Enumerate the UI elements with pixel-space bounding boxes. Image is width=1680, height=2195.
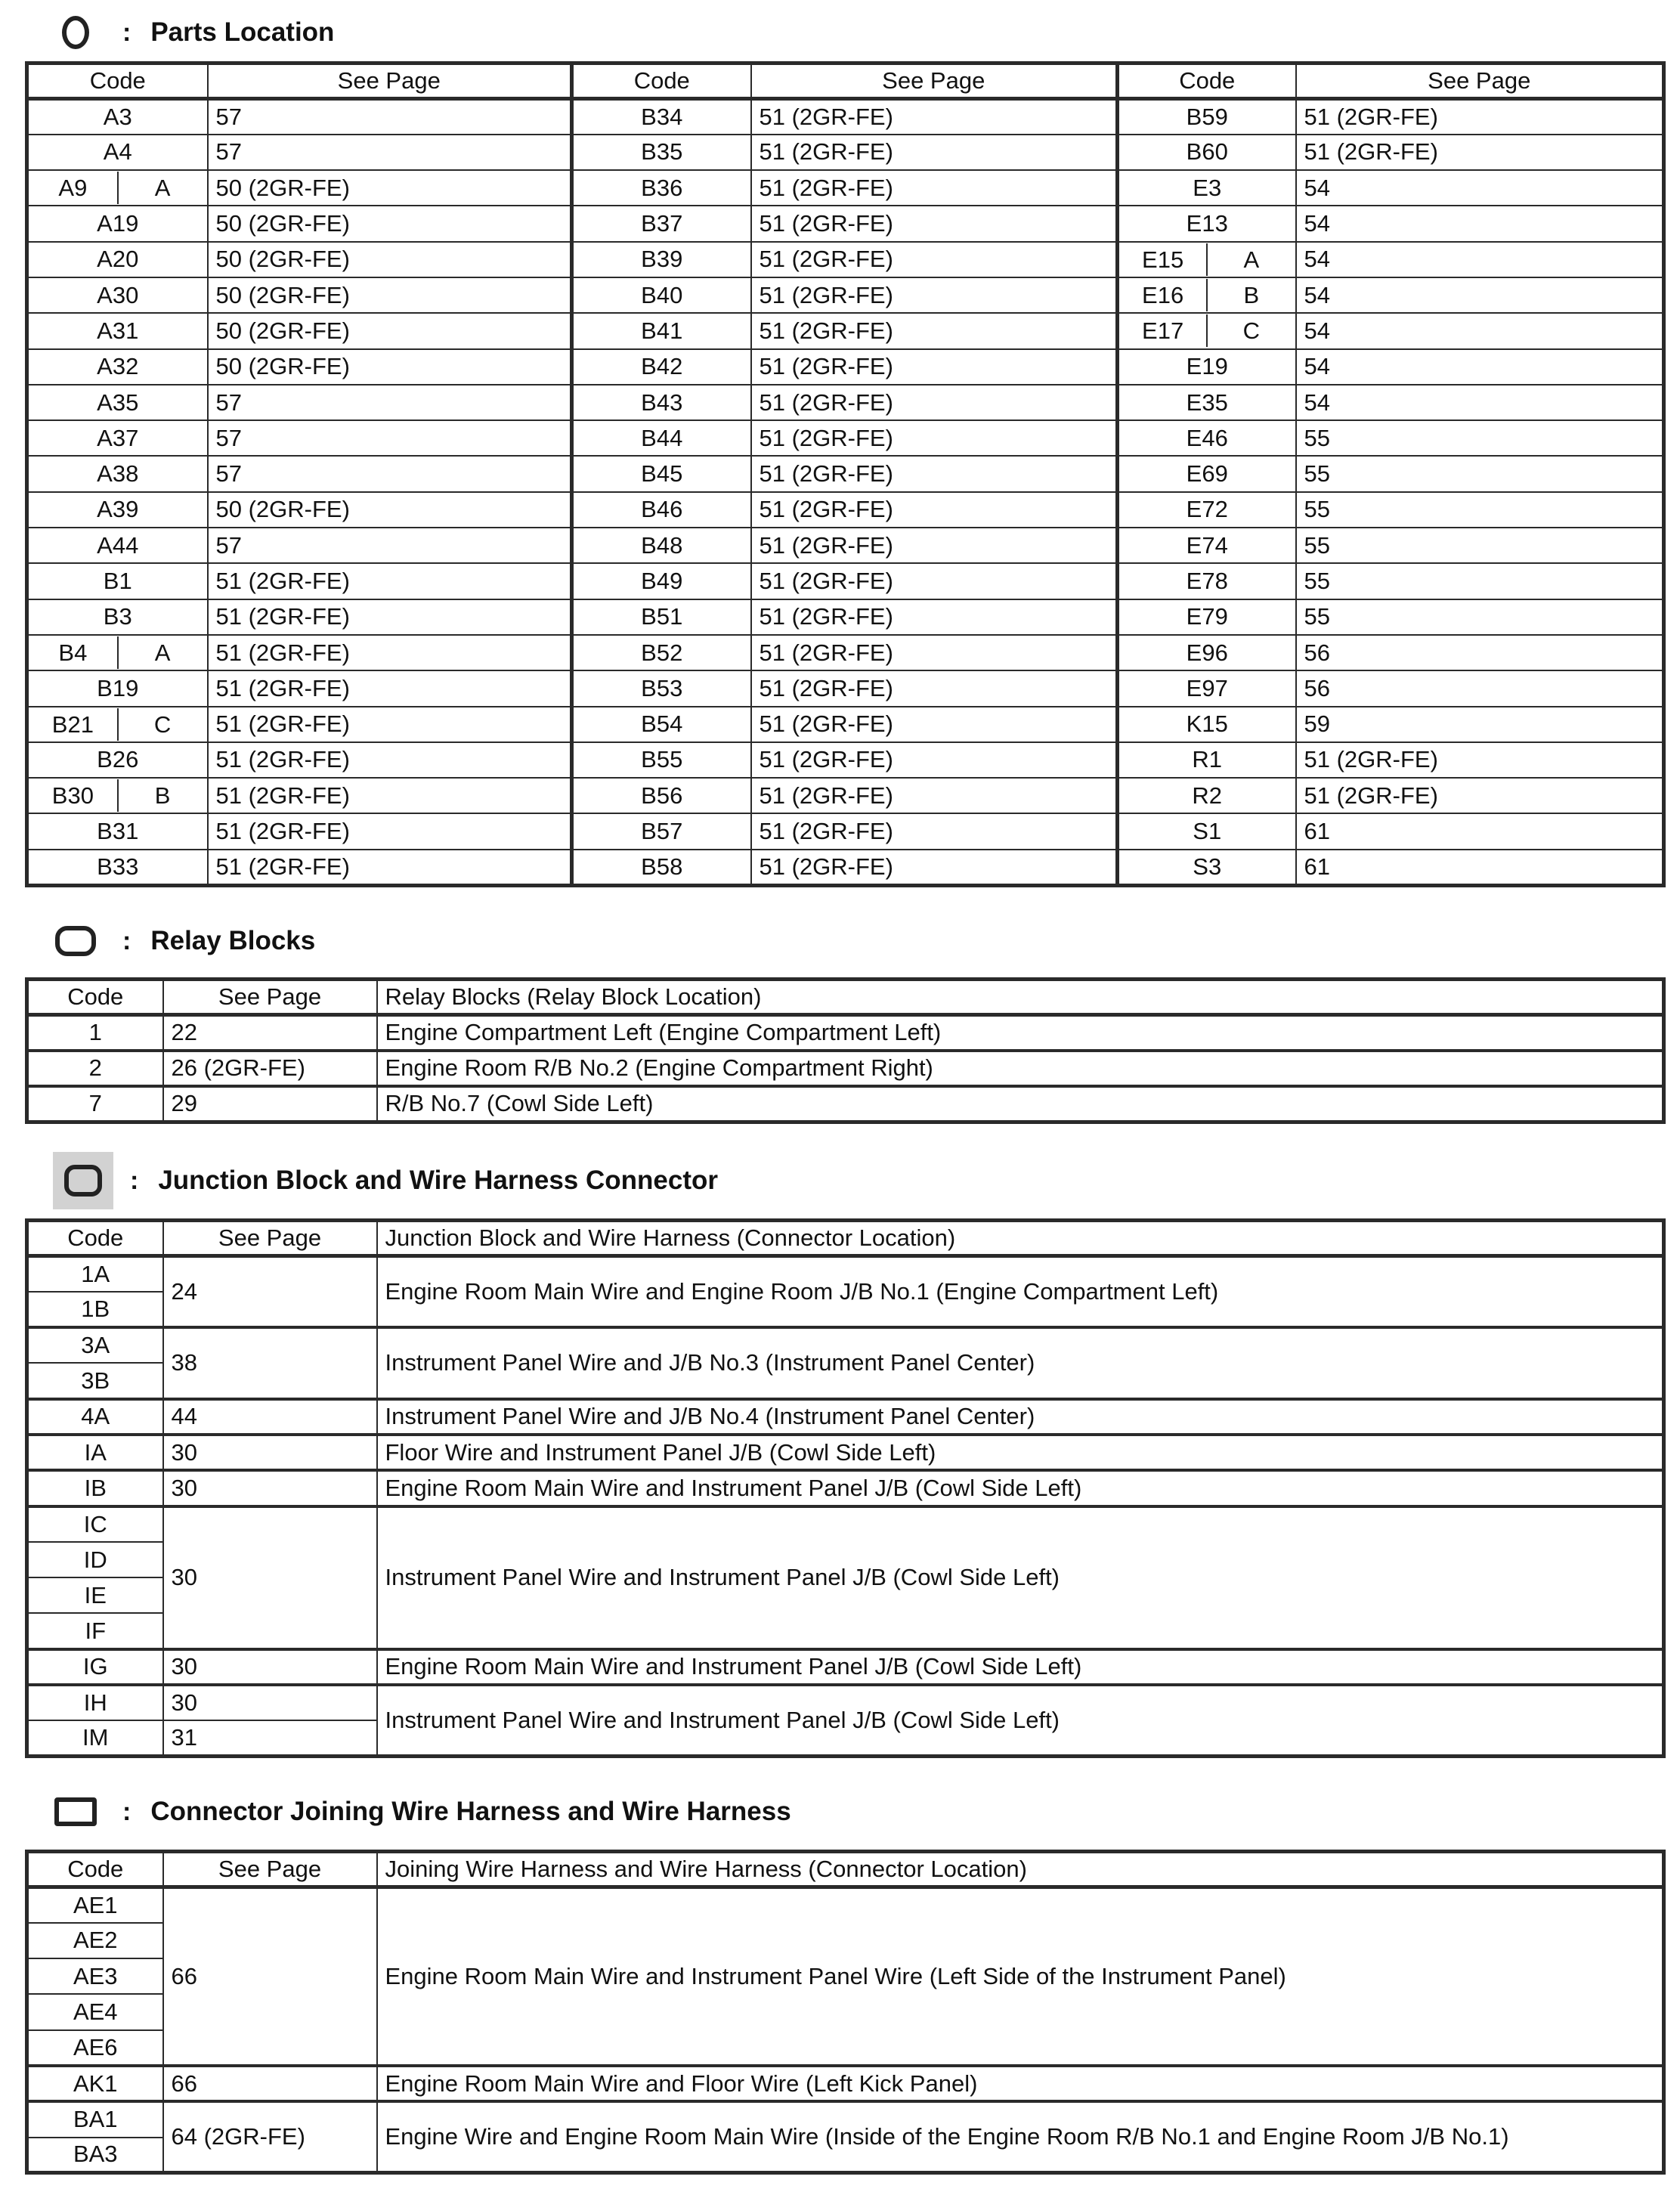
see-page-cell: 51 (2GR-FE)	[208, 778, 572, 813]
see-page-cell: 54	[1296, 349, 1664, 385]
code-cell	[27, 635, 208, 670]
see-page-cell: 51 (2GR-FE)	[208, 670, 572, 706]
table-row	[27, 170, 1664, 206]
code-cell: K15	[1118, 707, 1296, 742]
section-heading: Connector Joining Wire Harness and Wire Harness	[150, 1797, 791, 1826]
code-cell: AE2	[27, 1923, 163, 1958]
table-row	[27, 2101, 1664, 2137]
code-cell: A32	[27, 349, 208, 385]
table-row	[27, 242, 1664, 277]
see-page-cell: 55	[1296, 492, 1664, 528]
table-row	[27, 313, 1664, 348]
table-row	[27, 1051, 1664, 1086]
code-cell: B42	[572, 349, 751, 385]
header-code: Code	[27, 980, 163, 1015]
table-row	[27, 563, 1664, 599]
code-cell: BA1	[27, 2101, 163, 2137]
code-value: B21	[29, 708, 119, 741]
table-row	[27, 456, 1664, 491]
table-row	[27, 528, 1664, 563]
see-page-cell: 50 (2GR-FE)	[208, 492, 572, 528]
header-description: Relay Blocks (Relay Block Location)	[377, 980, 1664, 1015]
see-page-cell: 55	[1296, 420, 1664, 456]
code-cell: A44	[27, 528, 208, 563]
code-cell: 1B	[27, 1292, 163, 1327]
code-cell: BA3	[27, 2138, 163, 2173]
section-heading: Relay Blocks	[150, 926, 316, 955]
code-value: E15	[1119, 243, 1208, 276]
code-cell	[1118, 242, 1296, 277]
see-page-cell: 51 (2GR-FE)	[751, 742, 1118, 778]
code-cell: B1	[27, 563, 208, 599]
see-page-cell: 50 (2GR-FE)	[208, 349, 572, 385]
code-value: E16	[1119, 279, 1208, 311]
see-page-cell: 51 (2GR-FE)	[208, 563, 572, 599]
code-cell: 2	[27, 1051, 163, 1086]
code-cell: A31	[27, 313, 208, 348]
see-page-cell: 66	[163, 2066, 377, 2101]
code-cell: B40	[572, 277, 751, 313]
code-cell: E19	[1118, 349, 1296, 385]
code-cell: R2	[1118, 778, 1296, 813]
see-page-cell: 51 (2GR-FE)	[751, 456, 1118, 491]
see-page-cell: 24	[163, 1256, 377, 1328]
table-row	[27, 670, 1664, 706]
see-page-cell: 51 (2GR-FE)	[751, 135, 1118, 170]
table-row	[27, 1015, 1664, 1051]
table-row	[27, 1470, 1664, 1506]
see-page-cell: 55	[1296, 456, 1664, 491]
circle-symbol-icon	[53, 11, 98, 54]
table-row	[27, 1327, 1664, 1363]
code-suffix: A	[154, 639, 171, 667]
code-cell	[1118, 313, 1296, 348]
see-page-cell: 51 (2GR-FE)	[751, 528, 1118, 563]
code-cell: 1	[27, 1015, 163, 1051]
see-page-cell: 51 (2GR-FE)	[1296, 778, 1664, 813]
code-value: A9	[29, 172, 119, 204]
code-cell: 4A	[27, 1399, 163, 1435]
code-cell: S1	[1118, 813, 1296, 849]
see-page-cell: 55	[1296, 599, 1664, 635]
code-cell: B52	[572, 635, 751, 670]
section-heading: Parts Location	[150, 17, 335, 47]
code-cell: IG	[27, 1649, 163, 1685]
code-cell: B46	[572, 492, 751, 528]
location-description-cell: Instrument Panel Wire and J/B No.4 (Instrument Panel Center)	[377, 1399, 1664, 1435]
code-cell: B49	[572, 563, 751, 599]
code-cell: AE6	[27, 2030, 163, 2066]
table-row	[27, 492, 1664, 528]
table-row	[27, 635, 1664, 670]
title-colon: :	[122, 17, 131, 47]
location-description-cell: Engine Room Main Wire and Instrument Panel Wire (Left Side of the Instrument Panel)	[377, 1887, 1664, 2066]
code-cell: E96	[1118, 635, 1296, 670]
location-description-cell: Engine Compartment Left (Engine Compartment Left)	[377, 1015, 1664, 1051]
see-page-cell: 30	[163, 1506, 377, 1649]
code-cell: E35	[1118, 385, 1296, 420]
see-page-cell: 51 (2GR-FE)	[751, 99, 1118, 135]
header-code: Code	[27, 1852, 163, 1887]
header-see-page: See Page	[163, 1221, 377, 1256]
table-row	[27, 420, 1664, 456]
table-row	[27, 599, 1664, 635]
see-page-cell: 38	[163, 1327, 377, 1399]
see-page-cell: 29	[163, 1086, 377, 1122]
see-page-cell: 61	[1296, 813, 1664, 849]
see-page-cell: 51 (2GR-FE)	[751, 599, 1118, 635]
code-cell: B39	[572, 242, 751, 277]
see-page-cell: 51 (2GR-FE)	[208, 599, 572, 635]
see-page-cell: 31	[163, 1720, 377, 1756]
table-header-row	[27, 980, 1664, 1015]
table-row	[27, 385, 1664, 420]
title-colon: :	[130, 1166, 139, 1195]
see-page-cell: 57	[208, 528, 572, 563]
see-page-cell: 51 (2GR-FE)	[751, 813, 1118, 849]
location-description-cell: Instrument Panel Wire and J/B No.3 (Instrument Panel Center)	[377, 1327, 1664, 1399]
see-page-cell: 51 (2GR-FE)	[208, 813, 572, 849]
code-cell: B56	[572, 778, 751, 813]
code-suffix: A	[154, 175, 171, 202]
code-cell: A19	[27, 206, 208, 241]
header-code: Code	[27, 1221, 163, 1256]
see-page-cell: 50 (2GR-FE)	[208, 242, 572, 277]
code-cell: A20	[27, 242, 208, 277]
code-cell: AK1	[27, 2066, 163, 2101]
title-colon: :	[122, 1797, 131, 1826]
code-cell: B37	[572, 206, 751, 241]
section-title-connector-joining	[53, 1789, 791, 1834]
see-page-cell: 50 (2GR-FE)	[208, 206, 572, 241]
code-cell: B43	[572, 385, 751, 420]
see-page-cell: 54	[1296, 313, 1664, 348]
location-description-cell: Floor Wire and Instrument Panel J/B (Cowl Side Left)	[377, 1435, 1664, 1470]
code-cell: IF	[27, 1613, 163, 1649]
see-page-cell: 51 (2GR-FE)	[751, 492, 1118, 528]
code-cell: B33	[27, 850, 208, 885]
see-page-cell: 30	[163, 1649, 377, 1685]
see-page-cell: 51 (2GR-FE)	[751, 850, 1118, 885]
code-value: B30	[29, 779, 119, 812]
code-cell: E3	[1118, 170, 1296, 206]
code-cell: AE4	[27, 1994, 163, 2029]
code-cell: IC	[27, 1506, 163, 1542]
code-cell: B26	[27, 742, 208, 778]
code-suffix: A	[1243, 246, 1260, 273]
code-cell: E13	[1118, 206, 1296, 241]
section-heading: Junction Block and Wire Harness Connector	[158, 1166, 718, 1195]
table-row	[27, 1086, 1664, 1122]
code-cell: E72	[1118, 492, 1296, 528]
see-page-cell: 51 (2GR-FE)	[208, 635, 572, 670]
see-page-cell: 44	[163, 1399, 377, 1435]
see-page-cell: 51 (2GR-FE)	[751, 707, 1118, 742]
see-page-cell: 30	[163, 1470, 377, 1506]
see-page-cell: 51 (2GR-FE)	[751, 563, 1118, 599]
see-page-cell: 50 (2GR-FE)	[208, 277, 572, 313]
code-cell: ID	[27, 1542, 163, 1577]
code-cell: S3	[1118, 850, 1296, 885]
see-page-cell: 54	[1296, 277, 1664, 313]
see-page-cell: 54	[1296, 206, 1664, 241]
code-cell: E79	[1118, 599, 1296, 635]
see-page-cell: 57	[208, 99, 572, 135]
code-cell: A38	[27, 456, 208, 491]
header-see-page: See Page	[163, 980, 377, 1015]
code-cell: R1	[1118, 742, 1296, 778]
title-colon: :	[122, 926, 131, 955]
code-cell: IA	[27, 1435, 163, 1470]
code-cell: E69	[1118, 456, 1296, 491]
code-cell: B41	[572, 313, 751, 348]
see-page-cell: 57	[208, 385, 572, 420]
table-row	[27, 1506, 1664, 1542]
code-cell: IB	[27, 1470, 163, 1506]
see-page-cell: 51 (2GR-FE)	[751, 385, 1118, 420]
table-row	[27, 707, 1664, 742]
table-row	[27, 135, 1664, 170]
table-row	[27, 813, 1664, 849]
see-page-cell: 51 (2GR-FE)	[751, 349, 1118, 385]
code-cell: B44	[572, 420, 751, 456]
code-cell: A39	[27, 492, 208, 528]
location-description-cell: Engine Room R/B No.2 (Engine Compartment Right)	[377, 1051, 1664, 1086]
code-cell: A3	[27, 99, 208, 135]
see-page-cell: 57	[208, 456, 572, 491]
code-cell	[1118, 277, 1296, 313]
table-row	[27, 1399, 1664, 1435]
code-cell: B57	[572, 813, 751, 849]
table-header-row	[27, 1852, 1664, 1887]
square-symbol-icon	[53, 1791, 98, 1833]
code-cell: E78	[1118, 563, 1296, 599]
location-description-cell: R/B No.7 (Cowl Side Left)	[377, 1086, 1664, 1122]
code-cell: B36	[572, 170, 751, 206]
code-cell: B34	[572, 99, 751, 135]
see-page-cell: 51 (2GR-FE)	[208, 850, 572, 885]
see-page-cell: 51 (2GR-FE)	[751, 670, 1118, 706]
see-page-cell: 55	[1296, 528, 1664, 563]
see-page-cell: 54	[1296, 170, 1664, 206]
see-page-cell: 51 (2GR-FE)	[751, 170, 1118, 206]
code-cell: AE3	[27, 1958, 163, 1994]
see-page-cell: 51 (2GR-FE)	[751, 635, 1118, 670]
see-page-cell: 50 (2GR-FE)	[208, 313, 572, 348]
table-row	[27, 2066, 1664, 2101]
table-row	[27, 778, 1664, 813]
header-see-page: See Page	[208, 63, 572, 99]
see-page-cell: 51 (2GR-FE)	[751, 313, 1118, 348]
see-page-cell: 54	[1296, 242, 1664, 277]
section-title-relay-blocks	[53, 918, 315, 964]
table-row	[27, 206, 1664, 241]
see-page-cell: 22	[163, 1015, 377, 1051]
see-page-cell: 55	[1296, 563, 1664, 599]
table-header-row	[27, 1221, 1664, 1256]
code-cell: A4	[27, 135, 208, 170]
code-cell: B3	[27, 599, 208, 635]
code-cell: 3A	[27, 1327, 163, 1363]
code-cell: B31	[27, 813, 208, 849]
see-page-cell: 51 (2GR-FE)	[751, 420, 1118, 456]
table-header-row	[27, 63, 1664, 99]
code-cell: 3B	[27, 1363, 163, 1398]
see-page-cell: 50 (2GR-FE)	[208, 170, 572, 206]
see-page-cell: 51 (2GR-FE)	[1296, 135, 1664, 170]
code-suffix: C	[153, 711, 172, 738]
see-page-cell: 51 (2GR-FE)	[751, 242, 1118, 277]
code-cell: IE	[27, 1577, 163, 1613]
code-cell: E97	[1118, 670, 1296, 706]
junction-block-table	[25, 1218, 1666, 1758]
code-cell: E46	[1118, 420, 1296, 456]
code-cell: B19	[27, 670, 208, 706]
header-see-page: See Page	[1296, 63, 1664, 99]
header-code: Code	[27, 63, 208, 99]
parts-location-table	[25, 61, 1666, 887]
table-row	[27, 1887, 1664, 1923]
see-page-cell: 30	[163, 1685, 377, 1720]
location-description-cell: Engine Room Main Wire and Engine Room J/B No.1 (Engine Compartment Left)	[377, 1256, 1664, 1328]
see-page-cell: 57	[208, 420, 572, 456]
see-page-cell: 66	[163, 1887, 377, 2066]
code-cell: B48	[572, 528, 751, 563]
see-page-cell: 51 (2GR-FE)	[751, 778, 1118, 813]
code-cell: B51	[572, 599, 751, 635]
section-title-junction-block	[53, 1158, 718, 1203]
code-cell	[27, 778, 208, 813]
shaded-rounded-square-symbol-icon	[53, 1152, 113, 1209]
header-code: Code	[572, 63, 751, 99]
header-description: Joining Wire Harness and Wire Harness (Connector Location)	[377, 1852, 1664, 1887]
see-page-cell: 64 (2GR-FE)	[163, 2101, 377, 2173]
code-cell: IM	[27, 1720, 163, 1756]
connector-joining-table	[25, 1850, 1666, 2175]
table-row	[27, 850, 1664, 885]
see-page-cell: 51 (2GR-FE)	[751, 277, 1118, 313]
code-cell: A37	[27, 420, 208, 456]
see-page-cell: 56	[1296, 670, 1664, 706]
table-row	[27, 1435, 1664, 1470]
see-page-cell: 51 (2GR-FE)	[208, 707, 572, 742]
code-suffix: B	[1243, 282, 1260, 309]
table-row	[27, 1649, 1664, 1685]
code-cell: IH	[27, 1685, 163, 1720]
code-cell: B59	[1118, 99, 1296, 135]
location-description-cell: Engine Wire and Engine Room Main Wire (Inside of the Engine Room R/B No.1 and Engine Room J/B No.1)	[377, 2101, 1664, 2173]
table-row	[27, 1256, 1664, 1292]
code-cell: 7	[27, 1086, 163, 1122]
location-description-cell: Instrument Panel Wire and Instrument Panel J/B (Cowl Side Left)	[377, 1506, 1664, 1649]
code-cell: B55	[572, 742, 751, 778]
table-row	[27, 349, 1664, 385]
see-page-cell: 30	[163, 1435, 377, 1470]
code-cell	[27, 170, 208, 206]
code-cell: B45	[572, 456, 751, 491]
code-cell: A35	[27, 385, 208, 420]
location-description-cell: Engine Room Main Wire and Floor Wire (Left Kick Panel)	[377, 2066, 1664, 2101]
code-cell: 1A	[27, 1256, 163, 1292]
code-cell: B54	[572, 707, 751, 742]
see-page-cell: 59	[1296, 707, 1664, 742]
header-see-page: See Page	[751, 63, 1118, 99]
see-page-cell: 26 (2GR-FE)	[163, 1051, 377, 1086]
code-cell: B53	[572, 670, 751, 706]
section-title-parts-location	[53, 10, 334, 55]
code-cell: B35	[572, 135, 751, 170]
code-cell: AE1	[27, 1887, 163, 1923]
table-row	[27, 99, 1664, 135]
header-description: Junction Block and Wire Harness (Connector Location)	[377, 1221, 1664, 1256]
code-cell: E74	[1118, 528, 1296, 563]
see-page-cell: 51 (2GR-FE)	[208, 742, 572, 778]
see-page-cell: 61	[1296, 850, 1664, 885]
see-page-cell: 51 (2GR-FE)	[1296, 99, 1664, 135]
see-page-cell: 54	[1296, 385, 1664, 420]
location-description-cell: Engine Room Main Wire and Instrument Panel J/B (Cowl Side Left)	[377, 1649, 1664, 1685]
header-code: Code	[1118, 63, 1296, 99]
location-description-cell: Instrument Panel Wire and Instrument Panel J/B (Cowl Side Left)	[377, 1685, 1664, 1757]
code-value: B4	[29, 636, 119, 669]
see-page-cell: 56	[1296, 635, 1664, 670]
table-row	[27, 277, 1664, 313]
see-page-cell: 57	[208, 135, 572, 170]
code-cell	[27, 707, 208, 742]
code-cell: B60	[1118, 135, 1296, 170]
header-see-page: See Page	[163, 1852, 377, 1887]
code-value: E17	[1119, 314, 1208, 347]
code-cell: B58	[572, 850, 751, 885]
code-cell: A30	[27, 277, 208, 313]
table-row	[27, 742, 1664, 778]
rounded-square-symbol-icon	[53, 920, 98, 962]
code-suffix: B	[154, 782, 171, 810]
table-row	[27, 1685, 1664, 1720]
see-page-cell: 51 (2GR-FE)	[1296, 742, 1664, 778]
location-description-cell: Engine Room Main Wire and Instrument Panel J/B (Cowl Side Left)	[377, 1470, 1664, 1506]
code-suffix: C	[1242, 317, 1261, 345]
see-page-cell: 51 (2GR-FE)	[751, 206, 1118, 241]
relay-blocks-table	[25, 977, 1666, 1124]
